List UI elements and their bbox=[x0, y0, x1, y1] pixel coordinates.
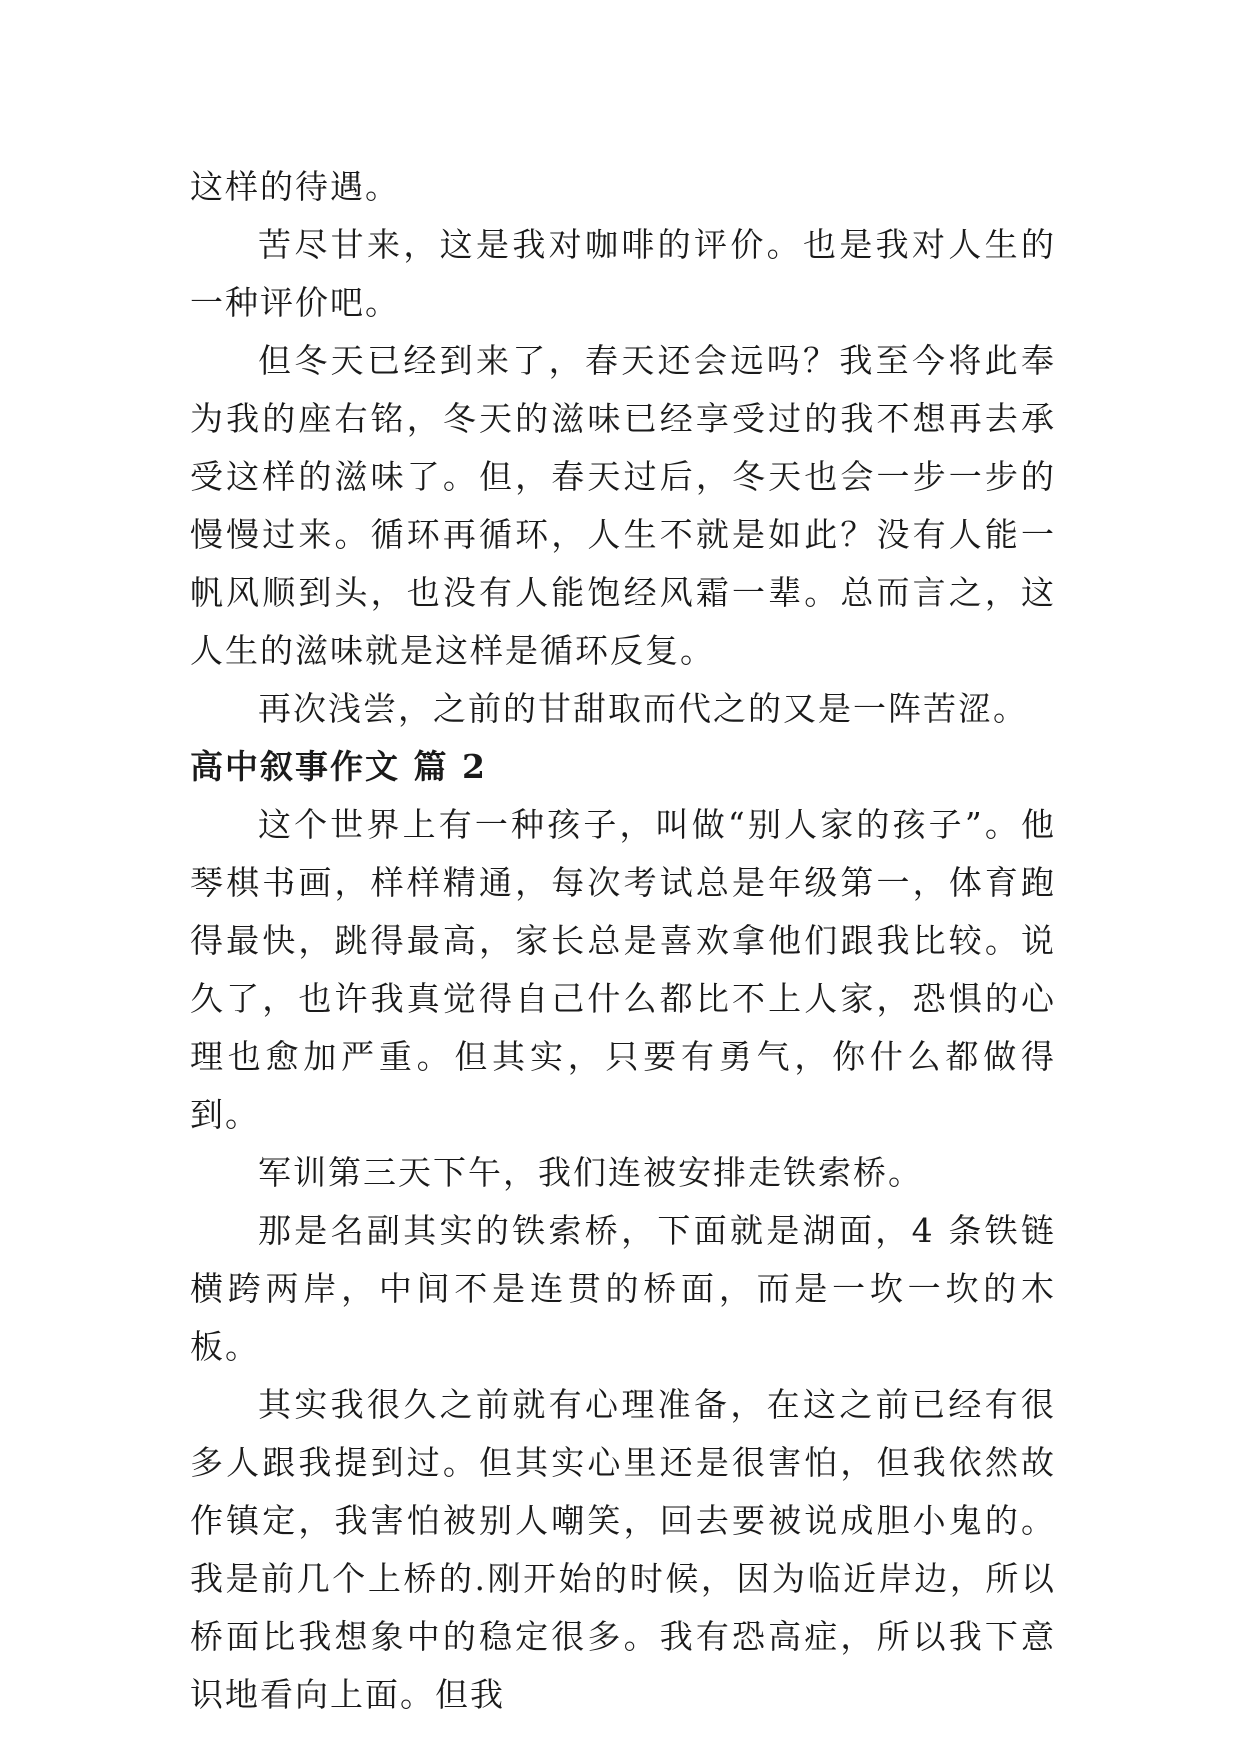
paragraph: 军训第三天下午，我们连被安排走铁索桥。 bbox=[258, 1153, 923, 1192]
paragraph: 再次浅尝，之前的甘甜取而代之的又是一阵苦涩。 bbox=[258, 689, 1028, 728]
document-body bbox=[190, 158, 1056, 1724]
paragraph: 那是名副其实的铁索桥，下面就是湖面，4 条铁链横跨两岸，中间不是连贯的桥面，而是一坎一坎的木板。 bbox=[190, 1211, 1056, 1366]
section-heading: 高中叙事作文 篇 2 bbox=[190, 747, 487, 786]
paragraph: 但冬天已经到来了，春天还会远吗？我至今将此奉为我的座右铭，冬天的滋味已经享受过的我不想再去承受这样的滋味了。但，春天过后，冬天也会一步一步的慢慢过来。循环再循环，人生不就是如此？没有人能一帆风顺到头，也没有人能饱经风霜一辈。总而言之，这人生的滋味就是这样是循环反复。 bbox=[190, 341, 1056, 670]
paragraph: 苦尽甘来，这是我对咖啡的评价。也是我对人生的一种评价吧。 bbox=[190, 225, 1056, 322]
paragraph: 其实我很久之前就有心理准备，在这之前已经有很多人跟我提到过。但其实心里还是很害怕，但我依然故作镇定，我害怕被别人嘲笑，回去要被说成胆小鬼的。我是前几个上桥的.刚开始的时候，因为临近岸边，所以桥面比我想象中的稳定很多。我有恐高症，所以我下意识地看向上面。但我 bbox=[190, 1385, 1056, 1714]
paragraph-continued: 这样的待遇。 bbox=[190, 167, 400, 206]
paragraph: 这个世界上有一种孩子，叫做“别人家的孩子”。他琴棋书画，样样精通，每次考试总是年级第一，体育跑得最快，跳得最高，家长总是喜欢拿他们跟我比较。说久了，也许我真觉得自己什么都比不上人家，恐惧的心理也愈加严重。但其实，只要有勇气，你什么都做得到。 bbox=[190, 805, 1056, 1134]
